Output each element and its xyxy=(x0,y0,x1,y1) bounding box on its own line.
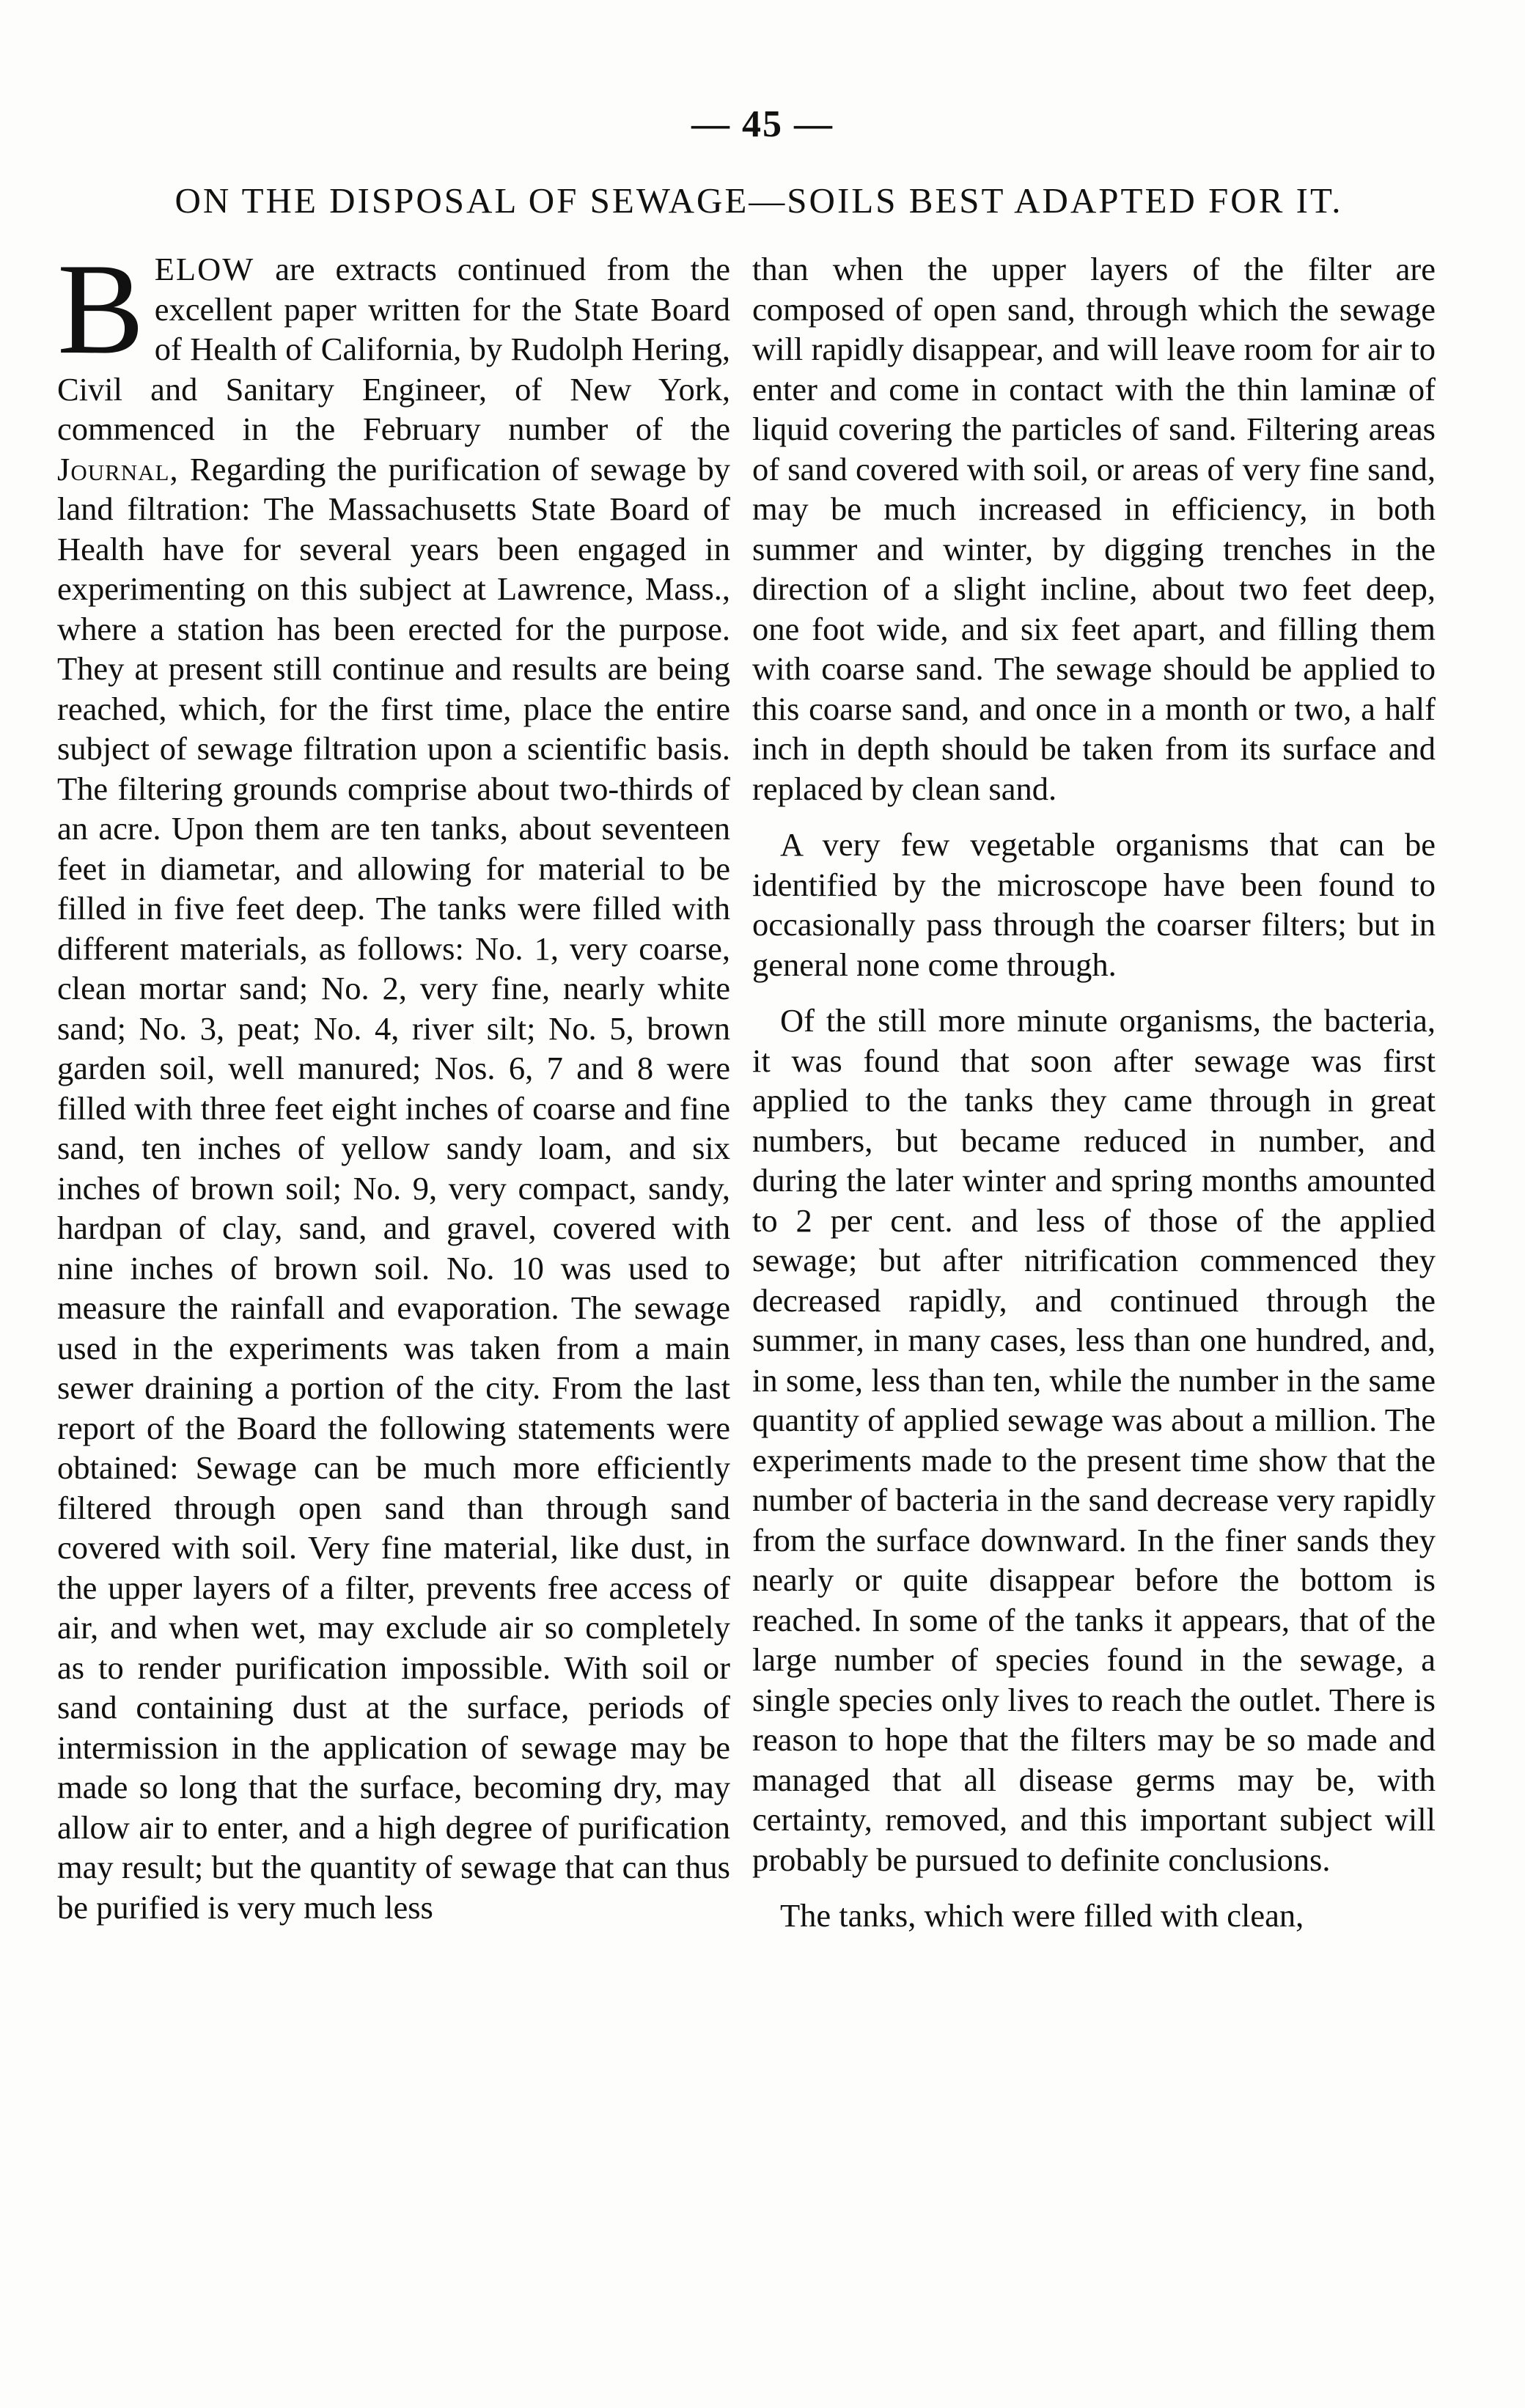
right-paragraph-3: Of the still more minute organisms, the bacteria, it was found that soon after sewage was first applied to the tanks they came through in great numbers, but became reduced in number, and during the later winter and spring months amounted to 2 per cent. and less of those of the applied sewage; but after nitrification commenced they decreased rapidly, and continued through the summer, in many cases, less than one hundred, and, in some, less than ten, while the number in the same quantity of applied sewage was about a million. The experiments made to the present time show that the number of bacteria in the sand decrease very rapidly from the surface downward. In the finer sands they nearly or quite disappear before the bottom is reached. In some of the tanks it appears, that of the large number of species found in the sewage, a single species only lives to reach the outlet. There is reason to hope that the filters may be so made and managed that all disease germs may be, with certainty, removed, and this important subject will probably be pursued to definite conclusions. xyxy=(752,1002,1436,1878)
right-paragraph-4: The tanks, which were filled with clean, xyxy=(780,1897,1304,1934)
journal-name: Journal, xyxy=(57,450,179,487)
left-column xyxy=(57,236,730,1943)
first-word-rest: ELOW xyxy=(154,251,255,287)
right-paragraph-2: A very few vegetable organisms that can be identified by the microscope have been found to occasionally pass through the coarser filters; but in general none come through. xyxy=(752,826,1436,983)
left-paragraph-1 xyxy=(57,236,730,1927)
drop-cap: B xyxy=(57,236,144,381)
article-title: ON THE DISPOSAL OF SEWAGE—SOILS BEST ADAPTED FOR IT. xyxy=(174,180,1343,221)
left-paragraph-text-a: are extracts continued from the excellent paper written for the State Board of Health of California, by Rudolph Hering, Civil and Sanitary Engineer, of New York, commenced in the February number of the xyxy=(57,251,730,447)
right-paragraph-1: than when the upper layers of the filter are composed of open sand, through which the sewage will rapidly disappear, and will leave room for air to enter and come in contact with the thin laminæ of liquid covering the particles of sand. Filtering areas of sand covered with soil, or areas of very fine sand, may be much increased in efficiency, in both summer and winter, by digging trenches in the direction of a slight incline, about two feet deep, one foot wide, and six feet apart, and filling them with coarse sand. The sewage should be applied to this coarse sand, and once in a month or two, a half inch in depth should be taken from its surface and replaced by clean sand. xyxy=(752,251,1436,807)
left-paragraph-text-b: Regarding the purification of sewage by land filtration: The Massachusetts State Board of Health have for several years been engaged in experimenting on this subject at Lawrence, Mass., where a station has been erected for the purpose. They at present still continue and results are being reached, which, for the first time, place the entire subject of sewage filtration upon a scientific basis. The filtering grounds comprise about two-thirds of an acre. Upon them are ten tanks, about seventeen feet in diametar, and allowing for material to be filled in five feet deep. The tanks were filled with different materials, as follows: No. 1, very coarse, clean mortar sand; No. 2, very fine, nearly white sand; No. 3, peat; No. 4, river silt; No. 5, brown garden soil, well manured; Nos. 6, 7 and 8 were filled with three feet eight inches of coarse and fine sand, ten inches of yellow sandy loam, and six inches of brown soil; No. 9, very compact, sandy, hardpan of clay, sand, and gravel, covered with nine inches of brown soil. No. 10 was used to measure the rainfall and evaporation. The sewage used in the experiments was taken from a main sewer draining a portion of the city. From the last report of the Board the following statements were obtained: Sewage can be much more efficiently filtered through open sand than through sand covered with soil. Very fine material, like dust, in the upper layers of a filter, prevents free access of air, and when wet, may exclude air so completely as to render purification impossible. With soil or sand containing dust at the surface, periods of intermission in the application of sewage may be made so long that the surface, becoming dry, may allow air to enter, and a high degree of purification may result; but the quantity of sewage that can thus be purified is very much less xyxy=(57,450,730,1926)
right-column xyxy=(752,249,1436,1952)
page-number: — 45 — xyxy=(691,103,834,145)
